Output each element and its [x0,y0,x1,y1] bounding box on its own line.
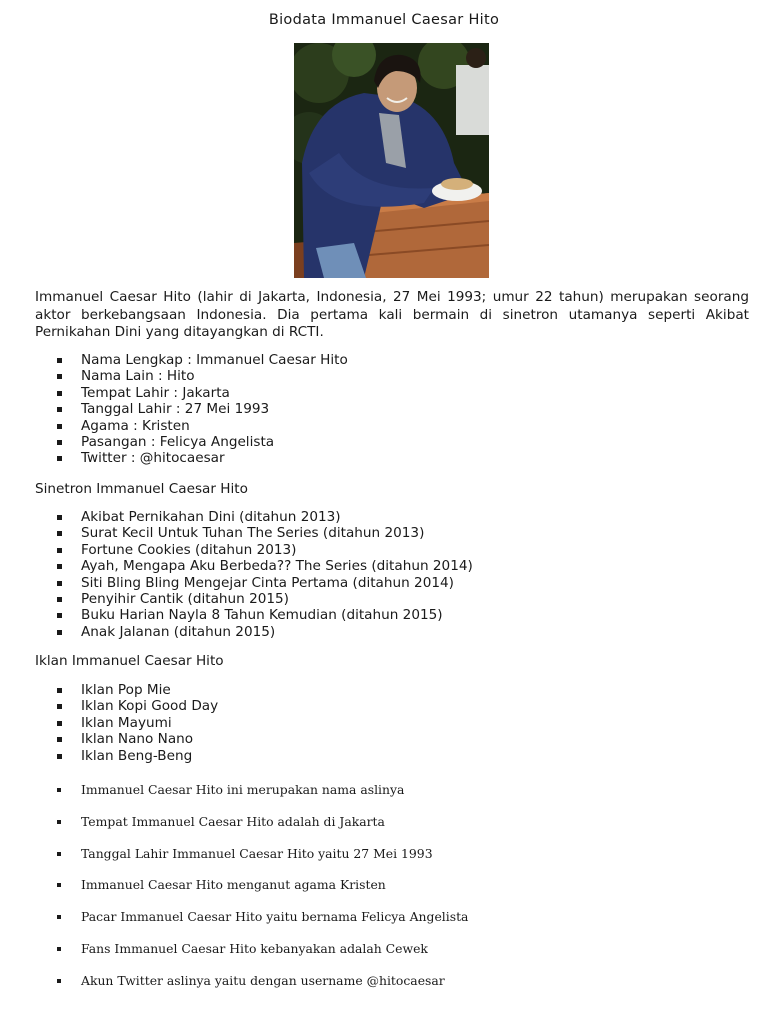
list-item: Twitter : @hitocaesar [55,450,348,466]
list-item: Iklan Nano Nano [55,731,218,747]
list-item: Ayah, Mengapa Aku Berbeda?? The Series (ditahun 2014) [55,558,473,574]
intro-paragraph: Immanuel Caesar Hito (lahir di Jakarta, Indonesia, 27 Mei 1993; umur 22 tahun) merupakan seorang aktor berkebangsaan Indonesia. Dia pertama kali bermain di sinetron utamanya seperti Akibat Pernikahan Dini yang ditayangkan di RCTI. [35,289,749,340]
sinetron-heading: Sinetron Immanuel Caesar Hito [35,481,248,497]
person-photo [294,43,489,278]
list-item: Nama Lengkap : Immanuel Caesar Hito [55,352,348,368]
list-item: Pacar Immanuel Caesar Hito yaitu bernama Felicya Angelista [55,909,468,941]
list-item: Agama : Kristen [55,418,348,434]
list-item: Nama Lain : Hito [55,368,348,384]
list-item: Tempat Lahir : Jakarta [55,385,348,401]
list-item: Iklan Mayumi [55,715,218,731]
list-item: Immanuel Caesar Hito menganut agama Kristen [55,877,468,909]
page-title: Biodata Immanuel Caesar Hito [268,12,500,28]
list-item: Iklan Beng-Beng [55,748,218,764]
facts-list [55,782,468,1005]
list-item: Anak Jalanan (ditahun 2015) [55,624,473,640]
list-item: Penyihir Cantik (ditahun 2015) [55,591,473,607]
list-item: Akibat Pernikahan Dini (ditahun 2013) [55,509,473,525]
iklan-heading: Iklan Immanuel Caesar Hito [35,653,224,669]
list-item: Surat Kecil Untuk Tuhan The Series (ditahun 2013) [55,525,473,541]
biodata-list [55,352,348,467]
list-item: Immanuel Caesar Hito ini merupakan nama aslinya [55,782,468,814]
list-item: Fans Immanuel Caesar Hito kebanyakan adalah Cewek [55,941,468,973]
person-photo-icon [294,43,489,278]
list-item: Siti Bling Bling Mengejar Cinta Pertama (ditahun 2014) [55,575,473,591]
list-item: Tanggal Lahir Immanuel Caesar Hito yaitu 27 Mei 1993 [55,846,468,878]
iklan-list [55,682,218,764]
list-item: Fortune Cookies (ditahun 2013) [55,542,473,558]
list-item: Tanggal Lahir : 27 Mei 1993 [55,401,348,417]
sinetron-list [55,509,473,640]
list-item: Pasangan : Felicya Angelista [55,434,348,450]
list-item: Tempat Immanuel Caesar Hito adalah di Jakarta [55,814,468,846]
list-item: Iklan Pop Mie [55,682,218,698]
list-item: Akun Twitter aslinya yaitu dengan username @hitocaesar [55,973,468,1005]
list-item: Iklan Kopi Good Day [55,698,218,714]
list-item: Buku Harian Nayla 8 Tahun Kemudian (ditahun 2015) [55,607,473,623]
